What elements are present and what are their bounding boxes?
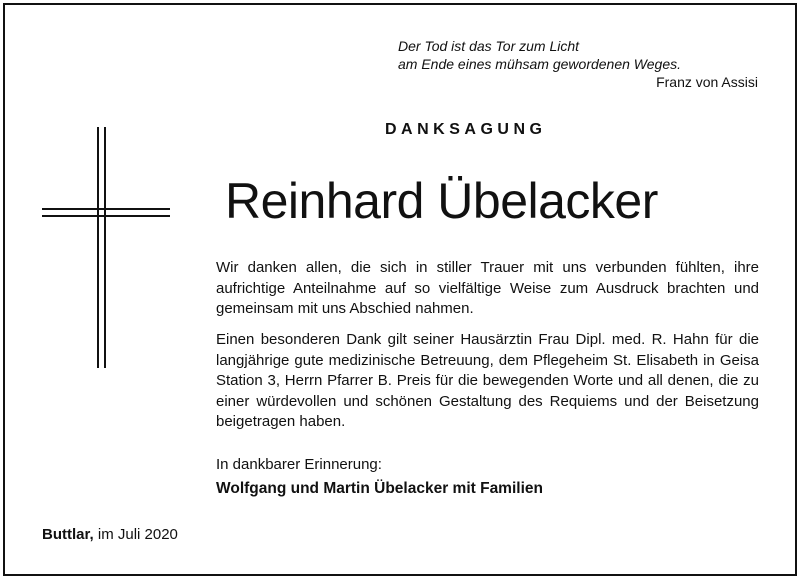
deceased-name: Reinhard Übelacker [225,173,658,229]
memory-line: In dankbarer Erinnerung: [216,456,382,473]
place-date-text: im Juli 2020 [97,526,178,543]
thanks-paragraph-2: Einen besonderen Dank gilt seiner Hausärztin Frau Dipl. med. R. Hahn für die langjährige gute medizinische Betreuung, dem Pflegeheim St. Elisabeth in Geisa Station 3, Herrn Pfarrer B. Preis für die bewegenden Worte und all denen, die zu einer würdevollen und schönen Gestaltung des Requiems und der Beisetzung beigetragen haben. [216,331,759,430]
quote-author: Franz von Assisi [656,74,758,90]
quote-line-1: Der Tod ist das Tor zum Licht [398,38,580,54]
epigraph-quote [398,37,758,91]
thanks-paragraph-1: Wir danken allen, die sich in stiller Trauer mit uns verbunden fühlten, ihre aufrichtige Anteilnahme auf so vielfältige Weise zum Ausdruck brachten und gemeinsam mit uns Abschied nahmen. [216,259,759,317]
place-date [42,526,178,543]
place-town: Buttlar, [42,526,94,543]
notice-heading: DANKSAGUNG [385,121,547,138]
quote-line-2: am Ende eines mühsam gewordenen Weges. [398,56,682,72]
family-signature: Wolfgang und Martin Übelacker mit Familien [216,480,543,497]
